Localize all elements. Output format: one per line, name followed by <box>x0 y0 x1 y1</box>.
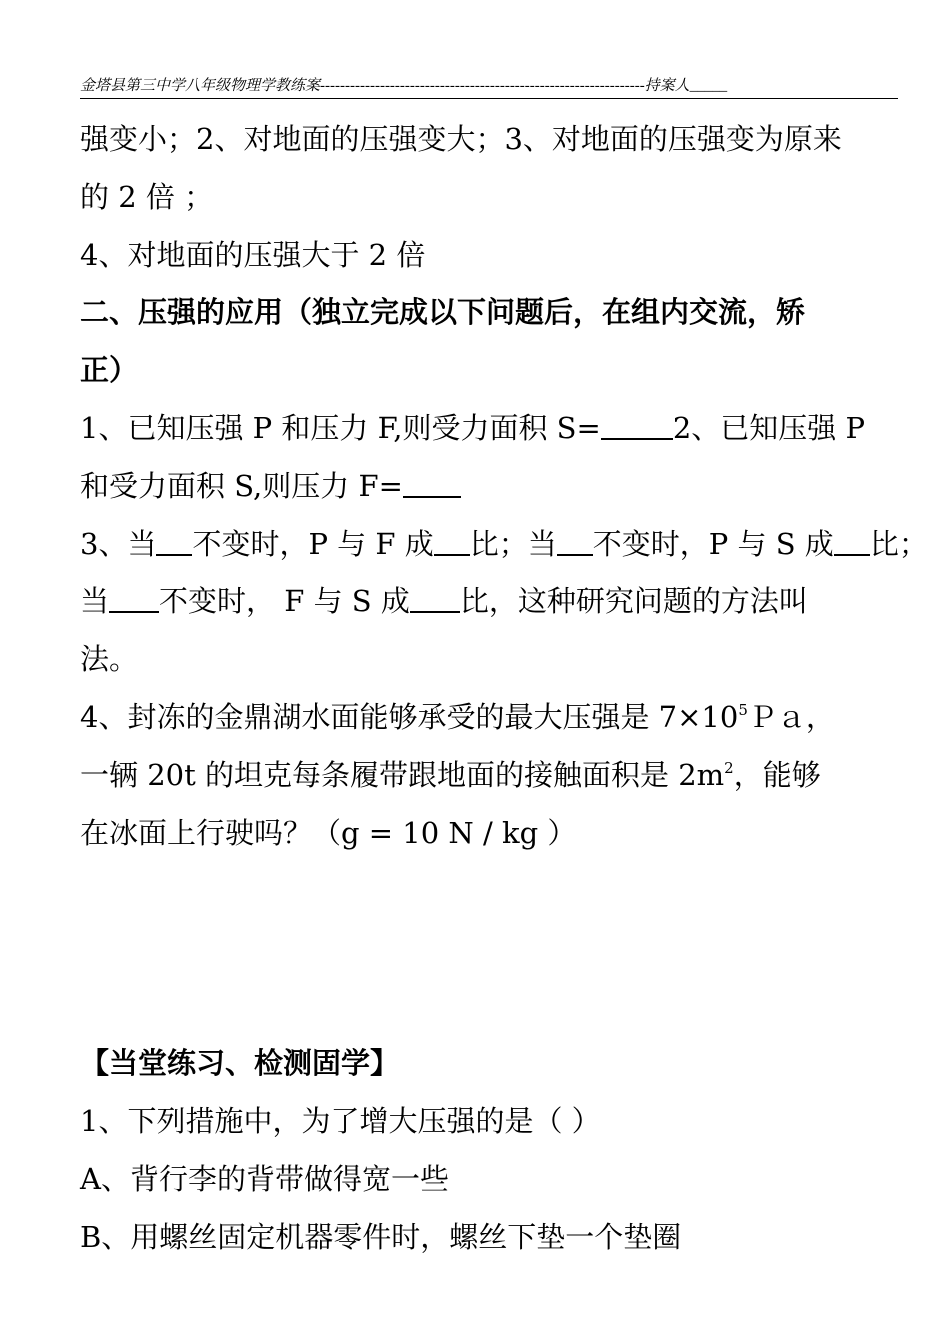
question-3-cont: 当 不变时， F 与 S 成 比，这种研究问题的方法叫 <box>80 584 808 619</box>
text-line: 4、对地面的压强大于 2 倍 <box>80 237 426 272</box>
question-4-cont: 一辆 20t 的坦克每条履带跟地面的接触面积是 $2m^2$，能够 <box>80 757 821 792</box>
spacer <box>80 862 910 1035</box>
practice-question-1: 1、下列措施中，为了增大压强的是（ ） <box>80 1104 601 1139</box>
option-a: A、背行李的背带做得宽一些 <box>80 1161 449 1196</box>
question-4: 4、封冻的金鼎湖水面能够承受的最大压强是 $7\times 10^5Pa$， <box>80 699 835 734</box>
answer-blank[interactable] <box>109 585 159 613</box>
answer-blank[interactable] <box>601 412 673 440</box>
answer-blank[interactable] <box>156 528 192 556</box>
section-heading: 二、压强的应用（独立完成以下问题后，在组内交流，矫 <box>80 295 806 330</box>
question-2: 和受力面积 S,则压力 F= <box>80 458 910 516</box>
question-3-end: 法。 <box>80 642 139 677</box>
text-line: 强变小；2、对地面的压强变大；3、对地面的压强变为原来 <box>80 122 842 156</box>
practice-title: 【当堂练习、检测固学】 <box>80 1046 400 1081</box>
section-heading-cont: 正） <box>80 353 139 388</box>
question-3: 3、当 不变时，P 与 F 成 比；当 不变时，P 与 S 成 比； <box>80 526 928 561</box>
answer-blank[interactable] <box>403 470 461 498</box>
document-content <box>80 111 928 1267</box>
answer-blank[interactable] <box>557 528 593 556</box>
question-1: 1、已知压强 P 和压力 F,则受力面积 S= 2、已知压强 P <box>80 410 866 445</box>
answer-blank[interactable] <box>434 528 470 556</box>
option-b: B、用螺丝固定机器零件时，螺丝下垫一个垫圈 <box>80 1219 682 1254</box>
answer-blank[interactable] <box>410 585 460 613</box>
answer-blank[interactable] <box>834 528 870 556</box>
text-line: 的 2 倍 ； <box>80 179 214 214</box>
page-header: 金塔县第三中学八年级物理学教练案-----------------------------------------------------------------持案人_____ <box>80 74 898 99</box>
question-4-end: 在冰面上行驶吗？（g = 10 N / kg ） <box>80 815 577 850</box>
